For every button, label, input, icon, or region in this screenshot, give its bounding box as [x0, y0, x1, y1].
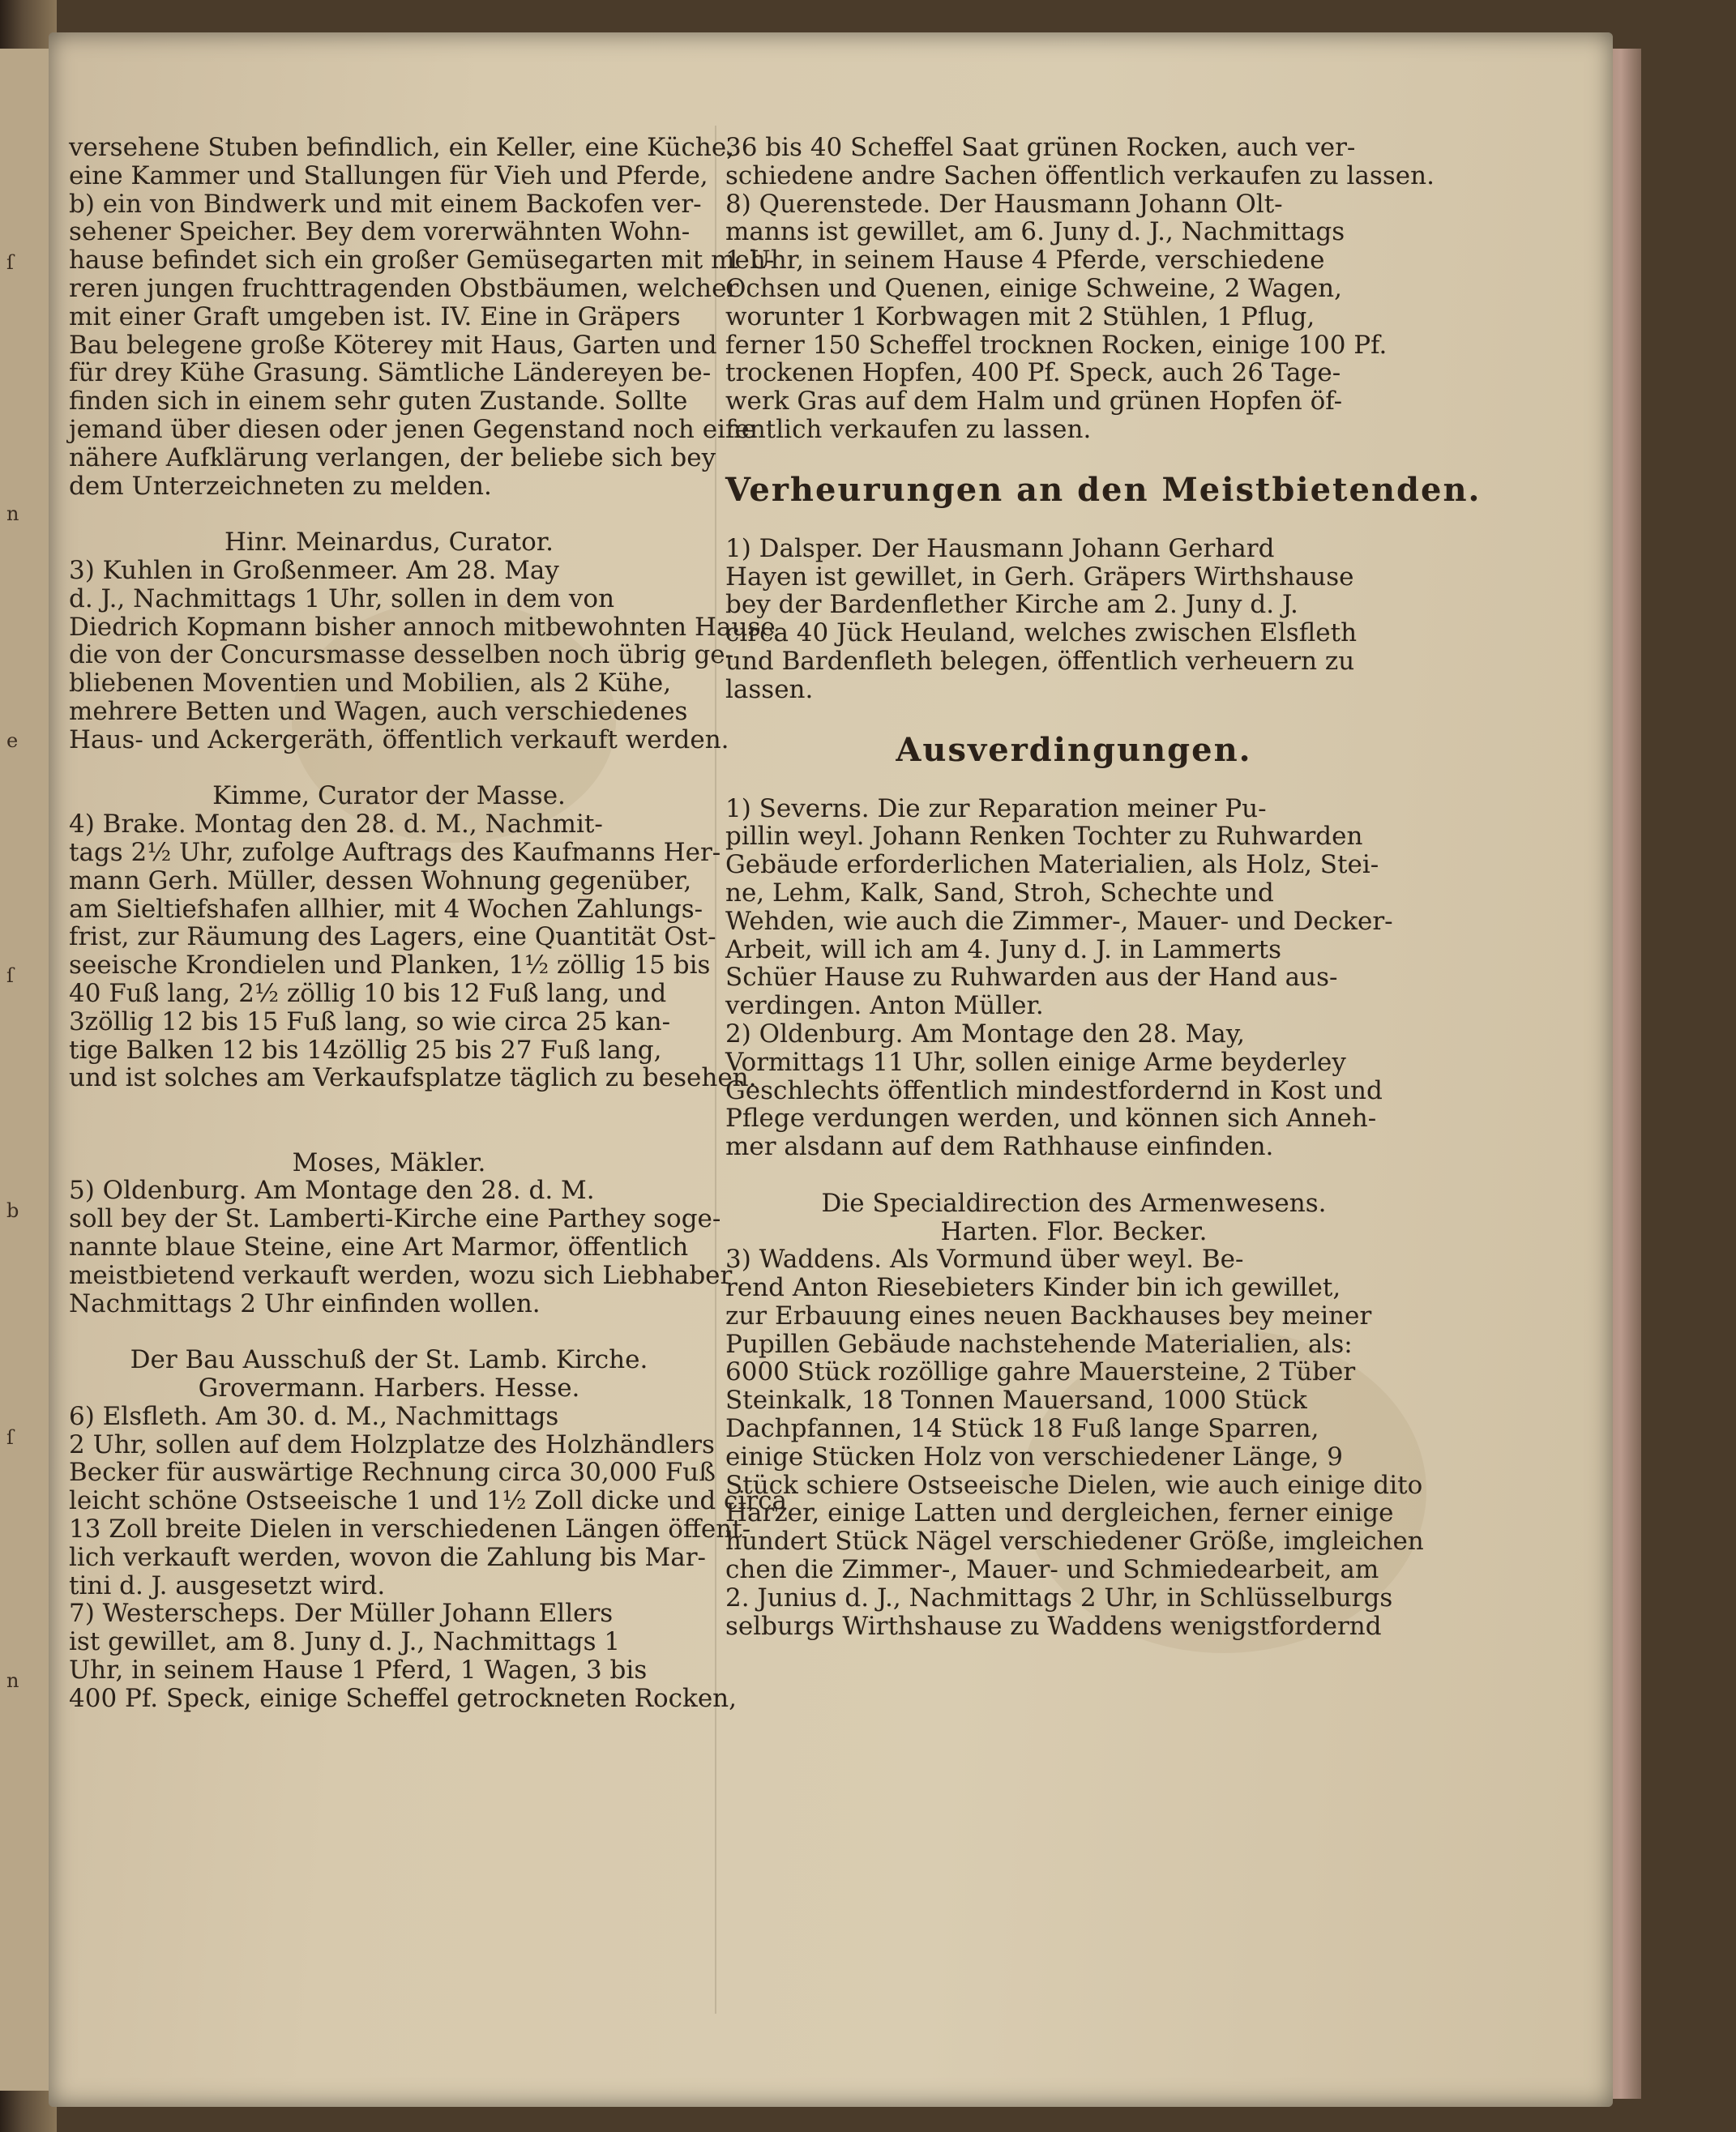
text-line: worunter 1 Korbwagen mit 2 Stühlen, 1 Pflug,	[725, 301, 1315, 331]
text-line: dem Unterzeichneten zu melden.	[69, 471, 492, 501]
text-line: nannte blaue Steine, eine Art Marmor, öffentlich	[69, 1233, 689, 1263]
text-line: pillin weyl. Johann Renken Tochter zu Ruhwarden	[725, 822, 1363, 852]
text-line: 13 Zoll breite Dielen in verschiedenen Längen öffent-	[69, 1515, 751, 1545]
text-line: 2) Oldenburg. Am Montage den 28. May,	[725, 1019, 1245, 1049]
text-line: Vormittags 11 Uhr, sollen einige Arme beyderley	[725, 1047, 1346, 1077]
text-line	[69, 1092, 709, 1121]
text-line: finden sich in einem sehr guten Zustande. Sollte	[69, 387, 688, 417]
text-line: Diedrich Kopmann bisher annoch mitbewohnten Hause	[69, 612, 776, 642]
text-line: trockenen Hopfen, 400 Pf. Speck, auch 26 Tage-	[725, 358, 1341, 388]
signature-line: Hinr. Meinardus, Curator.	[224, 528, 554, 558]
text-line: 3zöllig 12 bis 15 Fuß lang, so wie circa 25 kan-	[69, 1006, 671, 1036]
text-line: mehrere Betten und Wagen, auch verschiedenes	[69, 696, 688, 726]
text-line	[69, 500, 709, 528]
text-line: 7) Westerscheps. Der Müller Johann Ellers	[69, 1599, 614, 1629]
text-line: tags 2½ Uhr, zufolge Auftrags des Kaufmanns Her-	[69, 837, 721, 867]
text-line: selburgs Wirthshause zu Waddens wenigstfordernd	[725, 1611, 1382, 1641]
text-line: d. J., Nachmittags 1 Uhr, sollen in dem von	[69, 583, 615, 613]
text-line: mit einer Graft umgeben ist. IV. Eine in Gräpers	[69, 301, 681, 331]
text-line	[725, 1668, 1422, 1697]
text-line: 6000 Stück rozöllige gahre Mauersteine, 2 Tüber	[725, 1357, 1356, 1387]
text-line: 1) Severns. Die zur Reparation meiner Pu-	[725, 793, 1267, 823]
sliver-letter: e	[6, 729, 19, 752]
text-line: Becker für auswärtige Rechnung circa 30,000 Fuß	[69, 1458, 716, 1488]
section-heading-contracts: Ausverdingungen.	[896, 730, 1252, 769]
text-line: zur Erbauung eines neuen Backhauses bey meiner	[725, 1301, 1372, 1331]
text-line: verdingen. Anton Müller.	[725, 991, 1044, 1021]
text-line	[725, 1640, 1422, 1668]
text-line: Bau belegene große Köterey mit Haus, Garten und	[69, 330, 717, 360]
text-line: Nachmittags 2 Uhr einfinden wollen.	[69, 1288, 541, 1318]
text-line: Ochsen und Quenen, einige Schweine, 2 Wagen,	[725, 273, 1342, 303]
text-line: 2. Junius d. J., Nachmittags 2 Uhr, in Schlüsselburgs	[725, 1583, 1393, 1613]
signature-line: Kimme, Curator der Masse.	[212, 781, 566, 811]
text-line: 40 Fuß lang, 2½ zöllig 10 bis 12 Fuß lang, und	[69, 978, 667, 1008]
text-line: 1 Uhr, in seinem Hause 4 Pferde, verschiedene	[725, 246, 1325, 276]
section-heading-leases: Verheurungen an den Meistbietenden.	[725, 470, 1482, 509]
text-line: soll bey der St. Lamberti-Kirche eine Parthey soge-	[69, 1204, 721, 1234]
signature-line: Der Bau Ausschuß der St. Lamb. Kirche.	[130, 1345, 648, 1375]
text-line: 3) Waddens. Als Vormund über weyl. Be-	[725, 1245, 1244, 1275]
text-line: tini d. J. ausgesetzt wird.	[69, 1570, 386, 1600]
text-line: meistbietend verkauft werden, wozu sich Liebhaber	[69, 1260, 733, 1290]
sliver-letter: ſ	[6, 1426, 14, 1449]
text-line: tige Balken 12 bis 14zöllig 25 bis 27 Fuß lang,	[69, 1035, 662, 1065]
text-line: Hayen ist gewillet, in Gerh. Gräpers Wirthshause	[725, 562, 1354, 592]
text-line: hundert Stück Nägel verschiedener Größe, imgleichen	[725, 1527, 1424, 1557]
text-line: 5) Oldenburg. Am Montage den 28. d. M.	[69, 1176, 595, 1206]
text-line: Arbeit, will ich am 4. Juny d. J. in Lammerts	[725, 934, 1281, 964]
text-line: jemand über diesen oder jenen Gegenstand noch eine	[69, 414, 757, 444]
text-line: manns ist gewillet, am 6. Juny d. J., Nachmittags	[725, 217, 1345, 247]
text-line	[725, 1161, 1422, 1190]
text-line: einige Stücken Holz von verschiedener Länge, 9	[725, 1442, 1343, 1472]
text-line: werk Gras auf dem Halm und grünen Hopfen öf-	[725, 387, 1343, 417]
text-line: rend Anton Riesebieters Kinder bin ich gewillet,	[725, 1273, 1341, 1303]
text-line: ist gewillet, am 8. Juny d. J., Nachmittags 1	[69, 1627, 621, 1657]
sliver-letter: n	[6, 1669, 19, 1692]
text-line: schiedene andre Sachen öffentlich verkaufen zu lassen.	[725, 160, 1435, 190]
text-line: lich verkauft werden, wovon die Zahlung bis Mar-	[69, 1542, 706, 1572]
sliver-letter: n	[6, 502, 19, 525]
text-line: ne, Lehm, Kalk, Sand, Stroh, Schechte und	[725, 878, 1274, 908]
text-line: bliebenen Moventien und Mobilien, als 2 Kühe,	[69, 669, 672, 699]
signature-line: Moses, Mäkler.	[292, 1147, 486, 1177]
text-line: hause befindet sich ein großer Gemüsegarten mit meh-	[69, 246, 775, 276]
text-line: reren jungen fruchttragenden Obstbäumen, welcher	[69, 273, 739, 303]
sliver-letter: ſ	[6, 964, 14, 987]
text-line: seeische Krondielen und Planken, 1½ zöllig 15 bis	[69, 951, 711, 981]
text-line: mer alsdann auf dem Rathhause einfinden.	[725, 1132, 1274, 1162]
text-line	[69, 1713, 709, 1741]
text-line: b) ein von Bindwerk und mit einem Backofen ver-	[69, 189, 702, 219]
text-line: Haus- und Ackergeräth, öffentlich verkauft werden.	[69, 724, 729, 754]
signature-line: Harten. Flor. Becker.	[940, 1216, 1208, 1246]
text-line	[69, 1318, 709, 1346]
text-line: sehener Speicher. Bey dem vorerwähnten Wohn-	[69, 217, 691, 247]
signature-line: Grovermann. Harbers. Hesse.	[198, 1374, 580, 1404]
text-line: mann Gerh. Müller, dessen Wohnung gegenüber,	[69, 865, 692, 895]
text-line: bey der Bardenflether Kirche am 2. Juny d. J.	[725, 590, 1298, 620]
text-line: Gebäude erforderlichen Materialien, als Holz, Stei-	[725, 850, 1379, 880]
text-line: lassen.	[725, 674, 814, 704]
text-line: versehene Stuben befindlich, ein Keller, eine Küche,	[69, 133, 735, 162]
text-line: und Bardenfleth belegen, öffentlich verheuern zu	[725, 646, 1355, 676]
text-line: die von der Concursmasse desselben noch übrig ge-	[69, 640, 734, 670]
sliver-letter: b	[6, 1199, 19, 1222]
text-line: Wehden, wie auch die Zimmer-, Mauer- und Decker-	[725, 906, 1393, 936]
text-line: und ist solches am Verkaufsplatze täglich zu besehen.	[69, 1063, 757, 1093]
text-line: ferner 150 Scheffel trocknen Rocken, einige 100 Pf.	[725, 330, 1388, 360]
text-line: Steinkalk, 18 Tonnen Mauersand, 1000 Stück	[725, 1386, 1307, 1416]
text-line: 400 Pf. Speck, einige Scheffel getrockneten Rocken,	[69, 1683, 737, 1713]
text-line	[69, 754, 709, 783]
text-line: chen die Zimmer-, Mauer- und Schmiedearbeit, am	[725, 1555, 1379, 1585]
text-line: 36 bis 40 Scheffel Saat grünen Rocken, auch ver-	[725, 133, 1356, 162]
signature-line: Die Specialdirection des Armenwesens.	[821, 1188, 1327, 1218]
right-column	[725, 133, 1482, 1697]
previous-page-edge	[0, 49, 55, 2091]
text-line: Pupillen Gebäude nachstehende Materialien, als:	[725, 1329, 1353, 1359]
text-line: Harzer, einige Latten und dergleichen, ferner einige	[725, 1498, 1394, 1528]
text-line: 3) Kuhlen in Großenmeer. Am 28. May	[69, 555, 559, 585]
text-line: Stück schiere Ostseeische Dielen, wie auch einige dito	[725, 1470, 1423, 1500]
text-line: Uhr, in seinem Hause 1 Pferd, 1 Wagen, 3 bis	[69, 1656, 648, 1686]
text-line: 4) Brake. Montag den 28. d. M., Nachmit-	[69, 810, 603, 840]
text-line: 8) Querenstede. Der Hausmann Johann Olt-	[725, 189, 1283, 219]
text-line: 1) Dalsper. Der Hausmann Johann Gerhard	[725, 533, 1275, 563]
text-line: circa 40 Jück Heuland, welches zwischen Elsfleth	[725, 618, 1358, 648]
text-line: 6) Elsfleth. Am 30. d. M., Nachmittags	[69, 1401, 559, 1431]
text-line: 2 Uhr, sollen auf dem Holzplatze des Holzhändlers	[69, 1429, 715, 1459]
sliver-letter: ſ	[6, 251, 14, 274]
text-line: nähere Aufklärung verlangen, der beliebe sich bey	[69, 442, 716, 472]
text-line: Pflege verdungen werden, und können sich Anneh-	[725, 1104, 1377, 1134]
text-line: Geschlechts öffentlich mindestfordernd in Kost und	[725, 1075, 1383, 1105]
text-line: Schüer Hause zu Ruhwarden aus der Hand aus-	[725, 963, 1338, 993]
text-line: für drey Kühe Grasung. Sämtliche Ländereyen be-	[69, 358, 712, 388]
text-line: fentlich verkaufen zu lassen.	[725, 414, 1092, 444]
text-line: eine Kammer und Stallungen für Vieh und Pferde,	[69, 160, 708, 190]
text-line	[69, 1121, 709, 1149]
text-line: leicht schöne Ostseeische 1 und 1½ Zoll dicke und circa	[69, 1486, 787, 1516]
text-line: Dachpfannen, 14 Stück 18 Fuß lange Sparren,	[725, 1414, 1319, 1444]
text-line: frist, zur Räumung des Lagers, eine Quantität Ost-	[69, 922, 716, 952]
text-line: am Sieltiefshafen allhier, mit 4 Wochen Zahlungs-	[69, 894, 703, 924]
